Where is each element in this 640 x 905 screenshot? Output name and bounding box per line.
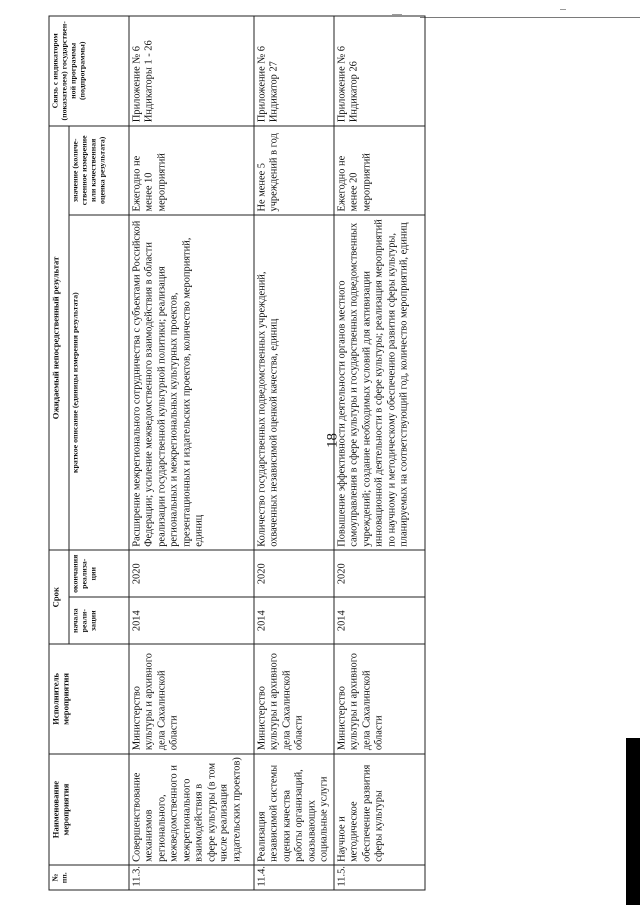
cell-start: 2014 <box>254 597 334 644</box>
table-row <box>254 16 334 890</box>
cell-num: 11.4. <box>254 865 334 890</box>
cell-value: Не менее 5 учреждений в год <box>254 125 334 214</box>
header-term-end: окончания реализа-ции <box>69 550 129 597</box>
table-row <box>333 16 424 890</box>
header-num: № пп. <box>49 865 129 890</box>
cell-value: Ежегодно не менее 10 мероприятий <box>129 125 254 214</box>
cell-value: Ежегодно не менее 20 мероприятий <box>333 125 424 214</box>
table-row <box>129 16 254 890</box>
cell-desc: Повышение эффективности деятельности органов местного самоуправления в сфере культуры и государственных подведомственных учреждений; создание необходимых условий для активизации инновационной деятельности в сфере культуры; реализация мероприятий по научному и методическому обеспечению развития сферы культуры, планируемых на соответствующий год, количество мероприятий, единиц <box>333 215 424 550</box>
cell-executor: Министерство культуры и архивного дела Сахалинской области <box>333 644 424 754</box>
cell-num: 11.3. <box>129 865 254 890</box>
cell-end: 2020 <box>254 550 334 597</box>
cell-start: 2014 <box>129 597 254 644</box>
measures-table-rotated <box>48 15 448 890</box>
header-name: Наименование мероприятия <box>49 753 129 865</box>
cell-link: Приложение № 6 Индикатор 27 <box>254 16 334 126</box>
cell-executor: Министерство культуры и архивного дела Сахалинской области <box>254 644 334 754</box>
cell-name: Совершенствование механизмов регионального, межведомственного и межрегионального взаимодействия в сфере культуры (в том числе реализация издательских проектов) <box>129 753 254 865</box>
header-link: Связь с индикатором (показателем) государствен-ной программы (подпрограммы) <box>49 16 129 126</box>
header-result-value: значение (количе-ственное измерение или качественная оценка результата) <box>69 125 129 214</box>
cell-desc: Расширение межрегионального сотрудничества с субъектами Российской Федерации; усиление межведомственного взаимодействия в области реализации государственной культурной политики; реализация региональных и межрегиональных культурных проектов, презентационных и издательских проектов, количество мероприятий, единиц <box>129 215 254 550</box>
cell-name: Реализация независимой системы оценки качества работы организаций, оказывающих социальные услуги <box>254 753 334 865</box>
cell-end: 2020 <box>333 550 424 597</box>
cell-link: Приложение № 6 Индикаторы 1 - 26 <box>129 16 254 126</box>
header-executor: Исполнитель мероприятия <box>49 644 129 754</box>
scan-edge-bar <box>626 738 640 905</box>
header-result-desc: краткое описание (единицы измерения результата) <box>69 215 129 550</box>
cell-desc: Количество государственных подведомственных учреждений, охваченных независимой оценкой качества, единиц <box>254 215 334 550</box>
cell-start: 2014 <box>333 597 424 644</box>
cell-num: 11.5. <box>333 865 424 890</box>
measures-table <box>48 15 425 890</box>
cell-name: Научное и методическое обеспечение развития сферы культуры <box>333 753 424 865</box>
cell-end: 2020 <box>129 550 254 597</box>
scan-artifact-line <box>420 17 640 18</box>
page-number: 18 <box>324 433 341 448</box>
header-term: Срок <box>49 550 69 644</box>
scan-artifact-dot <box>560 9 566 10</box>
header-term-start: начала реали-зации <box>69 597 129 644</box>
cell-link: Приложение № 6 Индикатор 26 <box>333 16 424 126</box>
header-result: Ожидаемый непосредственный результат <box>49 125 69 550</box>
cell-executor: Министерство культуры и архивного дела Сахалинской области <box>129 644 254 754</box>
